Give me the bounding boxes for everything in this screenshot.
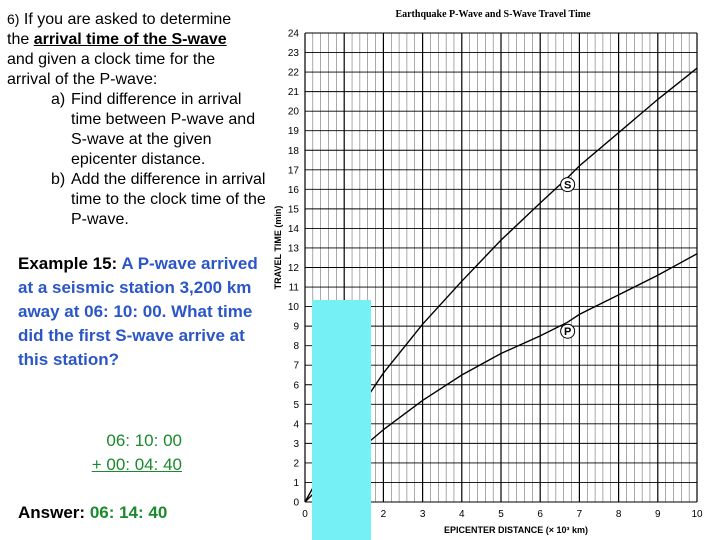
calc-line-2: + 00: 04: 40 <box>91 455 182 474</box>
y-tick-label: 24 <box>287 28 299 40</box>
y-tick-label: 2 <box>293 458 299 470</box>
x-tick-label: 0 <box>302 509 308 520</box>
x-tick-label: 7 <box>576 509 583 520</box>
y-tick-label: 19 <box>287 126 299 138</box>
x-tick-label: 6 <box>537 509 543 520</box>
y-tick-label: 15 <box>287 204 299 216</box>
y-tick-label: 0 <box>293 497 299 509</box>
y-tick-label: 17 <box>287 165 299 177</box>
example-problem <box>18 252 268 372</box>
y-tick-label: 9 <box>293 321 299 333</box>
x-tick-label: 3 <box>419 509 426 520</box>
y-tick-label: 12 <box>287 263 299 274</box>
y-tick-label: 5 <box>293 399 299 411</box>
instruction-line-4: arrival of the P-wave: <box>7 71 158 88</box>
y-axis-label: TRAVEL TIME (min) <box>273 205 283 290</box>
chart-title: Earthquake P-Wave and S-Wave Travel Time <box>395 9 591 20</box>
answer-value: 06: 14: 40 <box>89 503 168 522</box>
answer-label: Answer: <box>18 503 86 522</box>
answer <box>18 503 167 523</box>
step-a <box>7 90 275 170</box>
x-tick-label: 2 <box>380 509 387 520</box>
step-b-label: b) <box>51 171 66 188</box>
series-p-label: P <box>563 326 572 339</box>
x-axis-label: EPICENTER DISTANCE (× 10³ km) <box>443 525 589 535</box>
y-tick-label: 18 <box>287 145 299 157</box>
instructions <box>7 9 275 230</box>
y-tick-label: 13 <box>287 243 299 255</box>
x-tick-label: 9 <box>655 509 661 520</box>
step-a-label: a) <box>51 91 66 108</box>
instruction-line-2 <box>7 30 275 50</box>
x-tick-label: 4 <box>459 509 465 520</box>
y-tick-label: 23 <box>287 48 299 60</box>
instruction-text: the <box>7 31 34 48</box>
step-b <box>7 170 275 230</box>
example-header: Example 15: <box>18 254 118 273</box>
instruction-text: If you are asked to determine <box>19 11 232 28</box>
y-tick-label: 3 <box>293 438 299 450</box>
y-tick-label: 10 <box>287 302 299 314</box>
x-tick-label: 5 <box>498 509 504 520</box>
y-tick-label: 21 <box>287 87 299 99</box>
calculation <box>0 429 182 477</box>
y-tick-label: 16 <box>287 184 299 196</box>
series-s-label: S <box>563 179 572 192</box>
instruction-panel <box>0 0 282 540</box>
example-question: A P-wave arrived at a seismic station 3,200 km away at 06: 10: 00. What time did the first S-wave arrive at this station? <box>18 254 258 369</box>
y-tick-label: 1 <box>293 477 299 489</box>
instruction-line-1 <box>7 9 275 30</box>
y-tick-label: 8 <box>293 341 299 353</box>
highlight-overlay <box>312 300 371 540</box>
y-tick-label: 20 <box>287 106 299 118</box>
step-a-text: Find difference in arrival time between P-wave and S-wave at the given epicenter distance. <box>71 91 256 168</box>
y-tick-label: 11 <box>288 282 299 294</box>
step-b-text: Add the difference in arrival time to the clock time of the P-wave. <box>71 171 266 228</box>
x-tick-label: 10 <box>691 509 703 520</box>
underlined-phrase: arrival time of the S-wave <box>33 31 227 48</box>
instruction-line-3: and given a clock time for the <box>7 51 216 68</box>
y-tick-label: 4 <box>293 419 299 431</box>
y-tick-label: 14 <box>287 223 299 235</box>
calc-line-1: 06: 10: 00 <box>106 431 182 450</box>
y-tick-label: 6 <box>293 380 299 392</box>
x-tick-label: 8 <box>615 509 622 520</box>
question-number: 6) <box>7 11 20 27</box>
y-tick-label: 22 <box>287 67 299 79</box>
y-tick-label: 7 <box>293 360 299 372</box>
